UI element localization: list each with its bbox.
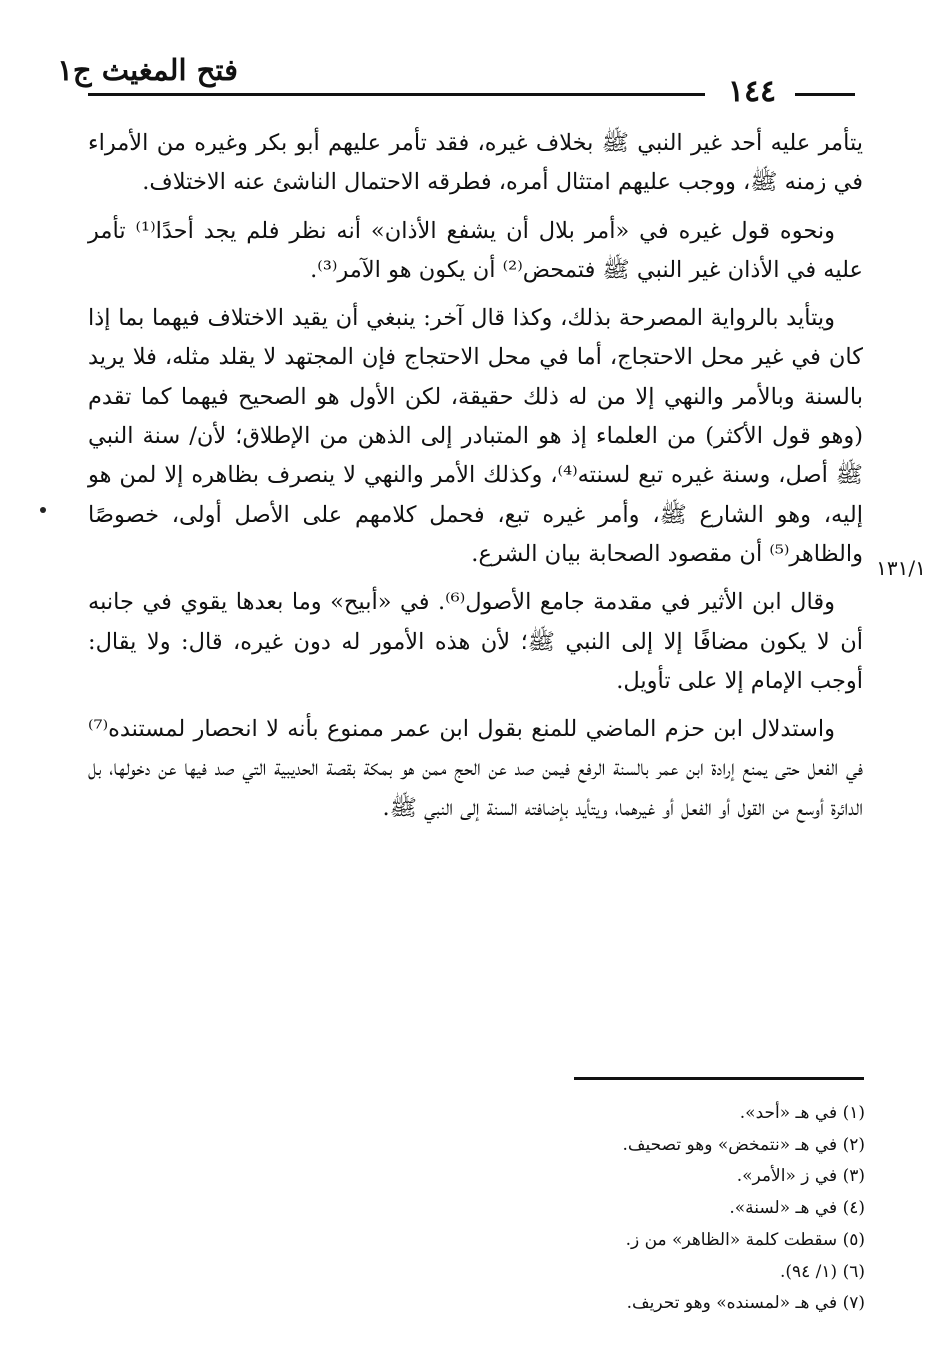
footnote-separator bbox=[574, 1077, 864, 1080]
page-number: ١٤٤ bbox=[727, 74, 777, 109]
paragraph-4: وقال ابن الأثير في مقدمة جامع الأصول⁽⁶⁾. في «أبيح» وما بعدها يقوي في جانبه أن لا يكون مضافًا إلا إلى النبي ﷺ؛ لأن هذه الأمور له دون غيره، قال: ولا يقال: أوجب الإمام إلا على تأويل. bbox=[88, 589, 863, 694]
running-head-title: فتح المغيث ج١ bbox=[57, 53, 238, 87]
footnote-4: (٤) في هـ «لسنة». bbox=[729, 1198, 865, 1219]
footnote-5: (٥) سقطت كلمة «الظاهر» من ز. bbox=[625, 1229, 865, 1250]
footnotes bbox=[380, 1098, 865, 1320]
paragraph-1: يتأمر عليه أحد غير النبي ﷺ بخلاف غيره، فقد تأمر عليهم أبو بكر وغيره من الأمراء في زمنه ﷺ، ووجب عليهم امتثال أمره، فطرقه الاحتمال الناشئ عنه الاختلاف. bbox=[88, 130, 863, 196]
footnote-6: (٦) (١/ ٩٤). bbox=[779, 1261, 865, 1282]
manuscript-folio-reference: ١٣١/١ bbox=[876, 556, 926, 580]
footnote-3: (٣) في ز «الأمر». bbox=[736, 1166, 865, 1187]
main-text bbox=[88, 124, 863, 837]
footnote-1: (١) في هـ «أحد». bbox=[739, 1103, 865, 1123]
header-rule bbox=[88, 93, 705, 96]
footnote-2: (٢) في هـ «نتمخض» وهو تصحيف. bbox=[622, 1134, 865, 1155]
paragraph-3: ويتأيد بالرواية المصرحة بذلك، وكذا قال آخر: ينبغي أن يقيد الاختلاف فيهما بما إذا كان في غير محل الاحتجاج، أما في محل الاحتجاج فإن المجتهد لا يقلد مثله، فلا يريد بالسنة وبالأمر والنهي إلا من له ذلك حقيقة، لكن الأول هو الصحيح فيهما كما تقدم (وهو قول الأكثر) من العلماء إذ هو المتبادر إلى الذهن من الإطلاق؛ لأن/ سنة النبي ﷺ أصل، وسنة غيره تبع لسنته⁽⁴⁾، وكذلك الأمر والنهي لا ينصرف بظاهره إلا لمن هو إليه، وهو الشارع ﷺ، وأمر غيره تبع، فحمل كلامهم على الأصل أولى، خصوصًا والظاهر⁽⁵⁾ أن مقصود الصحابة بيان الشرع. bbox=[88, 305, 863, 567]
margin-dot-mark bbox=[40, 507, 46, 513]
footnote-7: (٧) في هـ «لمسنده» وهو تحريف. bbox=[626, 1293, 865, 1314]
paragraph-2: ونحوه قول غيره في «أمر بلال أن يشفع الأذان» أنه نظر فلم يجد أحدًا⁽¹⁾ تأمر عليه في الأذان غير النبي ﷺ فتمحض⁽²⁾ أن يكون هو الآمر⁽³⁾. bbox=[88, 217, 863, 283]
paragraph-5: واستدلال ابن حزم الماضي للمنع بقول ابن عمر ممنوع بأنه لا انحصار لمستنده⁽⁷⁾ في الفعل حتى يمنع إرادة ابن عمر بالسنة الرفع فيمن صد عن الحج ممن هو بمكة بقصة الحديبية التي صد فيها عن دخولها، بل الدائرة أوسع من القول أو الفعل أو غيرهما، ويتأيد بإضافته السنة إلى النبي ﷺ. bbox=[88, 716, 863, 821]
header-rule-right bbox=[795, 93, 855, 96]
